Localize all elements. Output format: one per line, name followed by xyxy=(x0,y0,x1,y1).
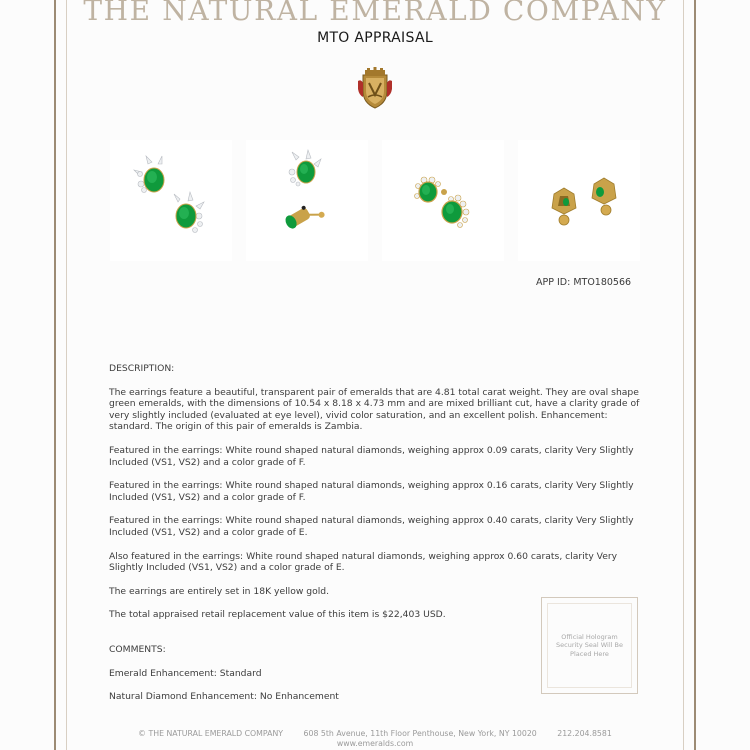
description-paragraph-value: The total appraised retail replacement value of this item is $22,403 USD. xyxy=(109,609,446,621)
page-frame-outer-right xyxy=(694,0,696,750)
description-paragraph-diamonds-3: Featured in the earrings: White round shaped natural diamonds, weighing approx 0.40 carats, clarity Very Slightly Included (VS1, VS2) and a color grade of E. xyxy=(109,515,634,538)
product-photo-2[interactable] xyxy=(246,140,368,261)
appraisal-id: APP ID: MTO180566 xyxy=(536,277,632,288)
hologram-seal-placeholder xyxy=(541,597,638,694)
footer-website-link[interactable]: www.emeralds.com xyxy=(336,739,414,748)
comments-heading: COMMENTS: xyxy=(109,644,166,655)
comment-emerald-enhancement: Emerald Enhancement: Standard xyxy=(109,667,262,679)
footer-phone: 212.204.8581 xyxy=(557,729,612,738)
crest-logo-icon xyxy=(357,67,393,109)
document-title: MTO APPRAISAL xyxy=(317,30,433,46)
page-frame-inner-right xyxy=(683,0,684,750)
product-photo-4[interactable] xyxy=(518,140,640,261)
footer-copyright: © THE NATURAL EMERALD COMPANY xyxy=(138,729,284,738)
footer-address: 608 5th Avenue, 11th Floor Penthouse, New York, NY 10020 xyxy=(303,729,537,738)
product-photo-3[interactable] xyxy=(382,140,504,261)
description-paragraph-metal: The earrings are entirely set in 18K yellow gold. xyxy=(109,585,330,597)
description-paragraph-diamonds-2: Featured in the earrings: White round shaped natural diamonds, weighing approx 0.16 carats, clarity Very Slightly Included (VS1, VS2) and a color grade of F. xyxy=(109,480,634,503)
footer xyxy=(0,729,750,738)
description-paragraph-emeralds: The earrings feature a beautiful, transparent pair of emeralds that are 4.81 total carat weight. They are oval shape green emeralds, with the dimensions of 10.54 x 8.18 x 4.73 mm and are mixed brilliant cut, have a clarity grade of very slightly included (evaluated at eye level), vivid color saturation, and an excellent polish. Enhancement: standard. The origin of this pair of emeralds is Zambia. xyxy=(109,386,640,433)
comments-section xyxy=(109,644,509,715)
description-section xyxy=(109,363,644,633)
product-photo-1[interactable] xyxy=(110,140,232,261)
hologram-seal-text: Official Hologram Security Seal Will Be Placed Here xyxy=(556,632,623,658)
page-frame-inner-left xyxy=(66,0,67,750)
company-name: THE NATURAL EMERALD COMPANY xyxy=(83,0,667,27)
description-heading: DESCRIPTION: xyxy=(109,363,175,374)
description-paragraph-diamonds-4: Also featured in the earrings: White round shaped natural diamonds, weighing approx 0.60 carats, clarity Very Slightly Included (VS1, VS2) and a color grade of E. xyxy=(109,550,618,574)
description-paragraph-diamonds-1: Featured in the earrings: White round shaped natural diamonds, weighing approx 0.09 carats, clarity Very Slightly Included (VS1, VS2) and a color grade of F. xyxy=(109,444,634,468)
hologram-seal-inner xyxy=(547,603,632,688)
page-frame-outer-left xyxy=(54,0,56,750)
comment-diamond-enhancement: Natural Diamond Enhancement: No Enhancement xyxy=(109,691,339,702)
